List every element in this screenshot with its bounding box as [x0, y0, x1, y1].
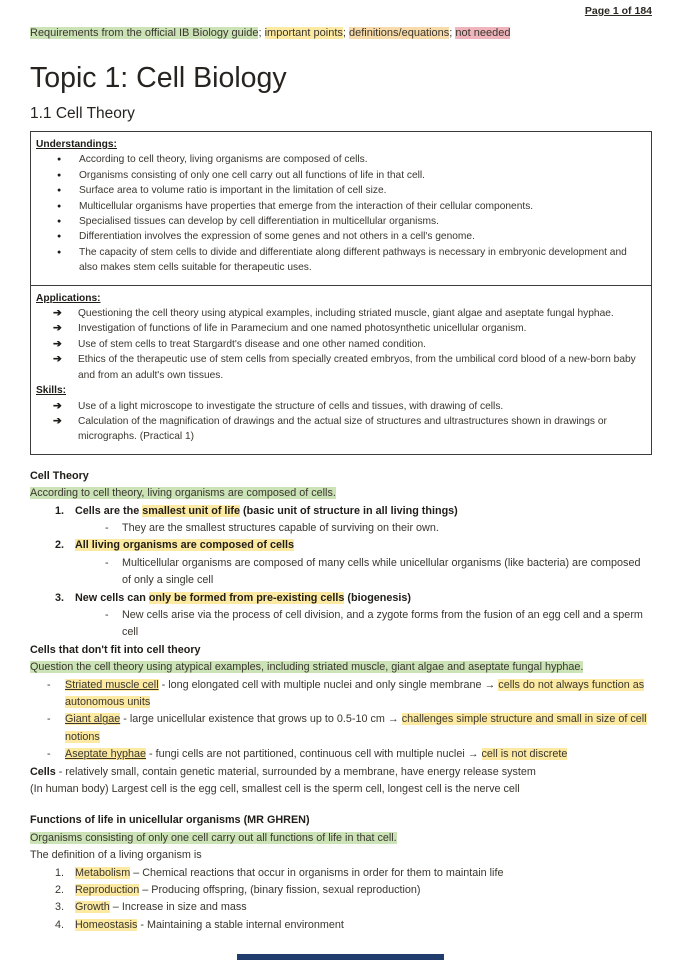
- list-marker: 3.: [55, 901, 65, 914]
- text-segment: New cells arise via the process of cell division, and a zygote forms from the fusion of an egg cell and a sperm cell: [122, 608, 643, 639]
- understanding-item: [36, 183, 643, 198]
- text-segment: New cells can: [75, 591, 149, 604]
- understanding-item: [36, 199, 643, 214]
- text-segment: Cells are the: [75, 504, 143, 517]
- text-segment: definitions/equations: [349, 27, 450, 39]
- text-segment: - relatively small, contain genetic material, surrounded by a membrane, have energy release system: [55, 765, 536, 778]
- application-item-text: Questioning the cell theory using atypical examples, including striated muscle, giant algae and aseptate fungal hyphae.: [78, 308, 614, 320]
- text-line: [30, 537, 652, 554]
- text-segment: Requirements from the official IB Biology guide: [30, 27, 259, 39]
- line-content: [75, 917, 652, 934]
- bullet-icon: ●: [57, 233, 62, 241]
- text-segment: Functions of life in unicellular organisms (MR GHREN): [30, 814, 310, 827]
- line-content: [122, 555, 652, 590]
- understandings-heading: Understandings:: [36, 139, 117, 150]
- text-segment: ;: [449, 27, 456, 39]
- text-segment: They are the smallest structures capable of surviving on their own.: [122, 521, 439, 534]
- line-content: [30, 642, 652, 659]
- understanding-text: The capacity of stem cells to divide and differentiate along different pathways is necessary in embryonic development and also makes stem cells suitable for therapeutic uses.: [79, 246, 627, 274]
- line-content: [30, 812, 652, 829]
- text-segment: - large unicellular existence that grows up to 0.5-10 cm →: [120, 713, 402, 726]
- list-marker: 3.: [55, 591, 65, 604]
- text-segment: Metabolism: [75, 866, 131, 879]
- skill-item-text: Calculation of the magnification of drawings and the actual size of structures and ultrastructures shown in drawings or micrographs. (Practical 1): [78, 415, 607, 443]
- text-segment: Cells: [30, 765, 56, 778]
- text-segment: smallest unit of life: [142, 504, 241, 517]
- line-content: [75, 537, 652, 554]
- text-line: [30, 468, 652, 485]
- text-line: [30, 917, 652, 934]
- applications-heading: Applications:: [36, 292, 101, 304]
- list-marker: -: [105, 521, 109, 534]
- list-marker: 4.: [55, 918, 65, 931]
- text-segment: Organisms consisting of only one cell carry out all functions of life in that cell.: [30, 831, 397, 844]
- arrow-icon: ➔: [53, 414, 62, 427]
- page-title: Topic 1: Cell Biology: [30, 62, 287, 94]
- text-line: [30, 555, 652, 590]
- list-marker: -: [47, 748, 51, 761]
- arrow-icon: ➔: [53, 353, 62, 366]
- line-content: [30, 764, 652, 781]
- skills-list: [36, 399, 643, 445]
- text-segment: - long elongated cell with multiple nuclei and only single membrane →: [158, 678, 499, 691]
- line-content: [30, 659, 652, 676]
- bullet-icon: ●: [57, 187, 62, 195]
- line-content: [30, 847, 652, 864]
- applications-list: [36, 306, 643, 383]
- text-segment: Homeostasis: [75, 918, 138, 931]
- understanding-text: Organisms consisting of only one cell carry out all functions of life in that cell.: [79, 169, 425, 181]
- text-segment: ;: [258, 27, 265, 39]
- understanding-item: [36, 214, 643, 229]
- text-line: [30, 590, 652, 607]
- line-content: [65, 677, 652, 712]
- line-content: [30, 781, 652, 798]
- line-content: [30, 485, 652, 502]
- text-segment: not needed: [455, 27, 511, 39]
- understanding-text: Specialised tissues can develop by cell differentiation in multicellular organisms.: [79, 216, 439, 228]
- text-line: [30, 830, 652, 847]
- text-line: [30, 899, 652, 916]
- text-segment: ;: [342, 27, 349, 39]
- text-segment: (biogenesis): [344, 591, 412, 604]
- line-content: [75, 882, 652, 899]
- application-item: [36, 337, 643, 352]
- text-line: [30, 764, 652, 781]
- text-segment: Reproduction: [75, 884, 140, 897]
- notes-body: [30, 468, 652, 935]
- text-segment: only be formed from pre-existing cells: [148, 591, 345, 604]
- bullet-icon: ●: [57, 248, 62, 256]
- understanding-item: [36, 245, 643, 276]
- text-line: [30, 485, 652, 502]
- text-line: [30, 847, 652, 864]
- text-line: [30, 711, 652, 746]
- line-content: [65, 746, 652, 763]
- application-item: [36, 306, 643, 321]
- syllabus-guide-box: [30, 131, 652, 455]
- text-line: [30, 812, 652, 829]
- text-segment: cell is not discrete: [481, 748, 568, 761]
- text-segment: Multicellular organisms are composed of many cells while unicellular organisms (like bacteria) are composed of only a single cell: [122, 556, 641, 587]
- list-marker: -: [105, 556, 109, 569]
- text-segment: Striated muscle cell: [65, 678, 159, 691]
- text-segment: – Chemical reactions that occur in organisms in order for them to maintain life: [130, 866, 504, 879]
- skill-item-text: Use of a light microscope to investigate the structure of cells and tissues, with drawing of cells.: [78, 400, 504, 412]
- text-line: [30, 677, 652, 712]
- understanding-text: According to cell theory, living organisms are composed of cells.: [79, 154, 368, 166]
- text-segment: All living organisms are composed of cells: [75, 539, 295, 552]
- bullet-icon: ●: [57, 202, 62, 210]
- text-segment: Aseptate hyphae: [65, 748, 147, 761]
- list-marker: 2.: [55, 539, 65, 552]
- line-content: [30, 468, 652, 485]
- list-marker: 1.: [55, 866, 65, 879]
- text-segment: (In human body) Largest cell is the egg cell, smallest cell is the sperm cell, longest cell is the nerve cell: [30, 783, 520, 796]
- bullet-icon: ●: [57, 218, 62, 226]
- text-segment: Question the cell theory using atypical examples, including striated muscle, giant algae and aseptate fungal hyphae.: [30, 661, 584, 674]
- text-line: [30, 865, 652, 882]
- line-content: [75, 865, 652, 882]
- text-segment: Cells that don't fit into cell theory: [30, 643, 201, 656]
- arrow-icon: ➔: [53, 322, 62, 335]
- line-content: [122, 520, 652, 537]
- line-content: [122, 607, 652, 642]
- text-segment: Growth: [75, 901, 110, 914]
- text-line: [30, 781, 652, 798]
- line-content: [30, 830, 652, 847]
- text-segment: – Increase in size and mass: [109, 901, 247, 914]
- list-marker: 2.: [55, 884, 65, 897]
- understanding-text: Differentiation involves the expression of some genes and not others in a cell's genome.: [79, 231, 475, 243]
- bottom-bar: [237, 954, 444, 960]
- application-item: [36, 352, 643, 383]
- text-line: [30, 882, 652, 899]
- line-content: [75, 590, 652, 607]
- arrow-icon: ➔: [53, 399, 62, 412]
- text-segment: The definition of a living organism is: [30, 849, 202, 862]
- text-segment: (basic unit of structure in all living things): [240, 504, 458, 517]
- line-content: [75, 899, 652, 916]
- arrow-icon: ➔: [53, 307, 62, 320]
- list-marker: -: [47, 678, 51, 691]
- understanding-text: Multicellular organisms have properties that emerge from the interaction of their cellular components.: [79, 200, 534, 212]
- application-item-text: Use of stem cells to treat Stargardt's disease and one other named condition.: [78, 338, 426, 350]
- text-line: [30, 520, 652, 537]
- understanding-item: [36, 152, 643, 167]
- skills-heading: Skills:: [36, 385, 67, 397]
- page-number: Page 1 of 184: [584, 5, 652, 17]
- understanding-text: Surface area to volume ratio is important in the limitation of cell size.: [79, 185, 387, 197]
- bullet-icon: ●: [57, 171, 62, 179]
- understandings-section: [31, 132, 651, 285]
- understandings-list: [36, 152, 643, 275]
- bullet-icon: ●: [57, 156, 62, 164]
- text-segment: important points: [264, 27, 343, 39]
- text-segment: Cell Theory: [30, 469, 89, 482]
- application-item-text: Investigation of functions of life in Paramecium and one named photosynthetic unicellular organism.: [78, 323, 527, 335]
- list-marker: -: [105, 608, 109, 621]
- application-item-text: Ethics of the therapeutic use of stem cells from specially created embryos, from the umbilical cord blood of a new-born baby and from an adult's own tissues.: [78, 354, 636, 381]
- text-line: [30, 642, 652, 659]
- text-segment: - fungi cells are not partitioned, continuous cell with multiple nuclei →: [146, 748, 482, 761]
- text-segment: According to cell theory, living organisms are composed of cells.: [30, 487, 336, 500]
- arrow-icon: ➔: [53, 337, 62, 350]
- list-marker: 1.: [55, 504, 65, 517]
- application-item: [36, 321, 643, 336]
- skill-item: [36, 414, 643, 445]
- text-line: [30, 503, 652, 520]
- list-marker: -: [47, 713, 51, 726]
- text-segment: Giant algae: [65, 713, 121, 726]
- highlight-legend: [30, 26, 652, 41]
- text-line: [30, 746, 652, 763]
- spacer: [30, 798, 652, 812]
- text-line: [30, 607, 652, 642]
- line-content: [75, 503, 652, 520]
- skill-item: [36, 399, 643, 414]
- understanding-item: [36, 168, 643, 183]
- text-segment: cells do not always function as autonomous units: [65, 678, 645, 708]
- text-segment: - Maintaining a stable internal environment: [137, 918, 344, 931]
- line-content: [65, 711, 652, 746]
- text-segment: challenges simple structure and small in size of cell notions: [65, 713, 647, 743]
- section-title: 1.1 Cell Theory: [30, 105, 135, 122]
- text-line: [30, 659, 652, 676]
- text-segment: – Producing offspring, (binary fission, sexual reproduction): [139, 884, 421, 897]
- understanding-item: [36, 229, 643, 244]
- applications-skills-section: [31, 285, 651, 454]
